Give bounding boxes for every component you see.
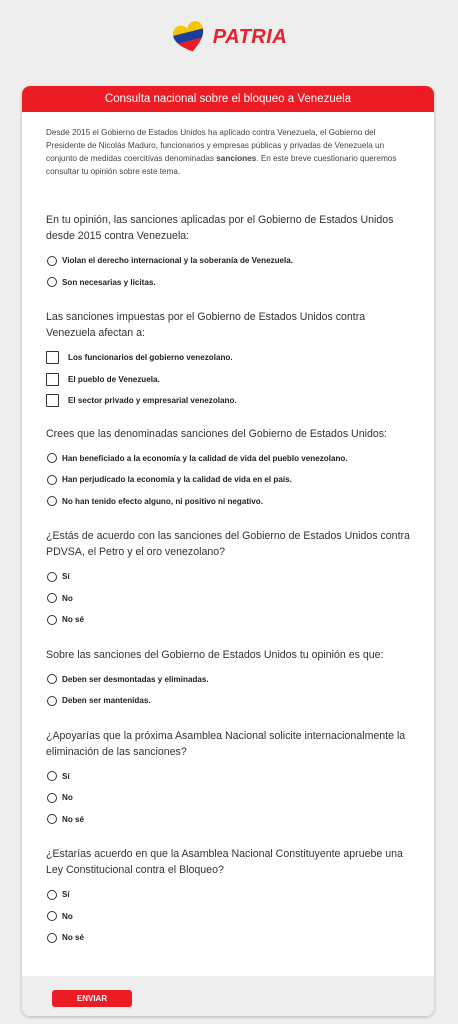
submit-button[interactable]: ENVIAR (52, 990, 132, 1007)
radio-button[interactable] (47, 475, 57, 485)
radio-button[interactable] (47, 572, 57, 582)
radio-button[interactable] (47, 933, 57, 943)
radio-button[interactable] (47, 674, 57, 684)
question-title: Sobre las sanciones del Gobierno de Estados Unidos tu opinión es que: (46, 648, 384, 661)
question-5 (22, 647, 434, 712)
form-footer (22, 976, 434, 1016)
radio-button[interactable] (47, 814, 57, 824)
question-6 (22, 728, 434, 831)
question-title: Las sanciones impuestas por el Gobierno de Estados Unidos contra Venezuela afectan a: (46, 311, 366, 339)
survey-card (22, 86, 434, 1016)
radio-button[interactable] (47, 453, 57, 463)
checkbox[interactable] (46, 373, 59, 386)
option[interactable]: Violan el derecho internacional y la soberanía de Venezuela. (46, 250, 410, 272)
option[interactable]: El pueblo de Venezuela. (46, 369, 410, 391)
option[interactable]: El sector privado y empresarial venezolano. (46, 390, 410, 412)
question-2 (22, 309, 434, 412)
patria-logo (171, 19, 287, 55)
page-header (0, 0, 458, 82)
radio-button[interactable] (47, 277, 57, 287)
radio-button[interactable] (47, 496, 57, 506)
question-title: ¿Estarías acuerdo en que la Asamblea Nacional Constituyente apruebe una Ley Constitucional contra el Bloqueo? (46, 848, 403, 876)
question-title: ¿Apoyarías que la próxima Asamblea Nacional solicite internacionalmente la eliminación de las sanciones? (46, 729, 406, 758)
radio-button[interactable] (47, 890, 57, 900)
question-title: ¿Estás de acuerdo con las sanciones del Gobierno de Estados Unidos contra PDVSA, el Petro y el oro venezolano? (46, 530, 410, 558)
option[interactable]: Han perjudicado la economía y la calidad de vida en el país. (46, 469, 410, 491)
question-title: En tu opinión, las sanciones aplicadas por el Gobierno de Estados Unidos desde 2015 contra Venezuela: (46, 214, 394, 242)
checkbox[interactable] (46, 394, 59, 407)
radio-button[interactable] (47, 615, 57, 625)
radio-button[interactable] (47, 911, 57, 921)
option[interactable]: Los funcionarios del gobierno venezolano. (46, 347, 410, 369)
option[interactable]: No sé (46, 609, 410, 631)
option[interactable]: No (46, 787, 410, 809)
question-3 (22, 426, 434, 513)
option[interactable]: Deben ser mantenidas. (46, 690, 410, 712)
radio-button[interactable] (47, 593, 57, 603)
venezuela-flag-heart-icon (171, 19, 207, 55)
radio-button[interactable] (47, 793, 57, 803)
question-7 (22, 846, 434, 949)
option[interactable]: No sé (46, 809, 410, 831)
brand-name: PATRIA (212, 25, 288, 48)
option[interactable]: No (46, 906, 410, 928)
option[interactable]: Deben ser desmontadas y eliminadas. (46, 669, 410, 691)
option[interactable]: No sé (46, 927, 410, 949)
option[interactable]: Sí (46, 884, 410, 906)
radio-button[interactable] (47, 256, 57, 266)
question-title: Crees que las denominadas sanciones del Gobierno de Estados Unidos: (46, 427, 387, 440)
card-title: Consulta nacional sobre el bloqueo a Venezuela (22, 86, 434, 112)
option[interactable]: Sí (46, 766, 410, 788)
option[interactable]: No han tenido efecto alguno, ni positivo ni negativo. (46, 491, 410, 513)
radio-button[interactable] (47, 696, 57, 706)
checkbox[interactable] (46, 351, 59, 364)
question-1 (22, 212, 434, 293)
option[interactable]: Han beneficiado a la economía y la calidad de vida del pueblo venezolano. (46, 448, 410, 470)
intro-text: Desde 2015 el Gobierno de Estados Unidos ha aplicado contra Venezuela, el Gobierno del Presidente de Nicolás Maduro, funcionarios y empresas públicas y privadas de Venezuela un conjunto de medidas coercitivas denominadas sanciones. En este breve cuestionario queremos consultar tu opinión sobre este tema. (46, 128, 397, 176)
question-4 (22, 528, 434, 631)
option[interactable]: Sí (46, 566, 410, 588)
option[interactable]: Son necesarias y lícitas. (46, 272, 410, 294)
radio-button[interactable] (47, 771, 57, 781)
option[interactable]: No (46, 588, 410, 610)
